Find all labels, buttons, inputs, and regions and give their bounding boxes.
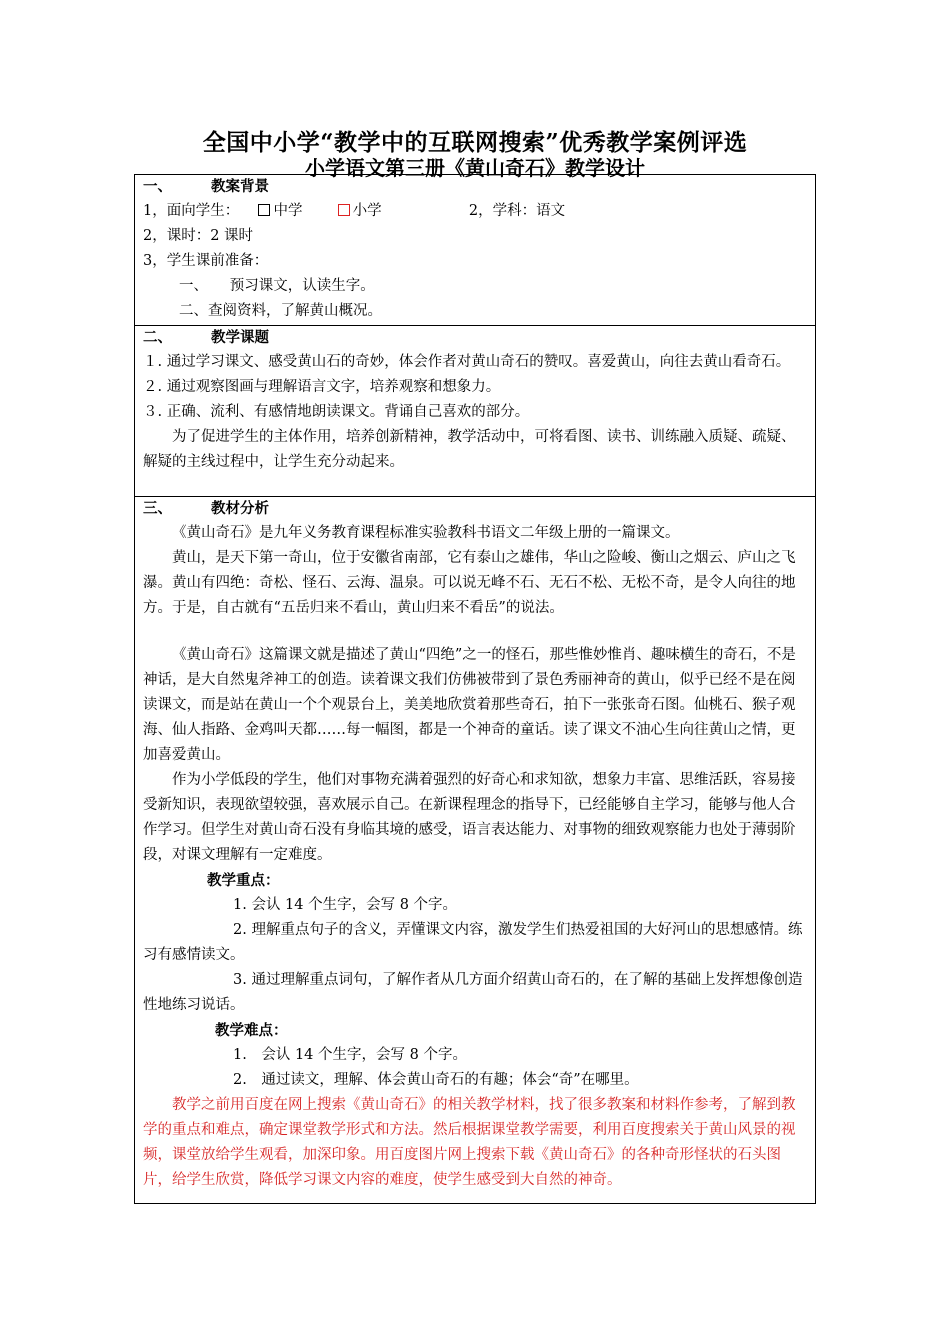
lesson-plan-table (134, 174, 816, 1204)
paragraph: 黄山，是天下第一奇山，位于安徽省南部，它有泰山之雄伟，华山之险峻、衡山之烟云、庐山之飞瀑。黄山有四绝：奇松、怪石、云海、温泉。可以说无峰不石、无石不松、无松不奇，是令人向往的地方。于是，自古就有“五岳归来不看山，黄山归来不看岳”的说法。 (143, 550, 796, 616)
section-topic (135, 326, 815, 497)
paragraph: 《黄山奇石》是九年义务教育课程标准实验教科书语文二年级上册的一篇课文。 (172, 525, 680, 541)
topic-item: ２. 通过观察图画与理解语言文字，培养观察和想象力。 (143, 379, 501, 395)
hours-row: 2，课时：2 课时 (143, 228, 254, 244)
checkbox-primary[interactable] (338, 204, 350, 216)
key-points-heading: 教学重点： (207, 872, 280, 889)
prep-item: 二、查阅资料，了解黄山概况。 (179, 303, 382, 319)
paragraph: 《黄山奇石》这篇课文就是描述了黄山“四绝”之一的怪石，那些惟妙惟肖、趣味横生的奇石，不是神话，是大自然鬼斧神工的创造。读着课文我们仿佛被带到了景色秀丽神奇的黄山，似乎已经不是在阅读课文，而是站在黄山一个个观景台上，美美地欣赏着那些奇石，拍下一张张奇石图。仙桃石、猴子观海、仙人指路、金鸡叫天都……每一幅图，都是一个神奇的童话。读了课文不油心生向往黄山之情，更加喜爱黄山。 (143, 647, 796, 763)
topic-item: １. 通过学习课文、感受黄山石的奇妙，体会作者对黄山奇石的赞叹。喜爱黄山，向往去黄山看奇石。 (143, 354, 791, 370)
difficulty-point: 2. 通过读文，理解、体会黄山奇石的有趣；体会“奇”在哪里。 (233, 1072, 639, 1088)
prep-label: 3，学生课前准备： (143, 253, 269, 269)
subject-label: 2，学科：语文 (468, 203, 566, 219)
audience-row: 1，面向学生： 中学 小学 2，学科：语文 (143, 203, 566, 219)
section-heading: 二、 教学课题 (143, 329, 269, 346)
difficulty-heading: 教学难点： (215, 1022, 288, 1039)
key-point: 1. 会认 14 个生字，会写 8 个字。 (233, 897, 458, 913)
key-point: 3. 通过理解重点词句，了解作者从几方面介绍黄山奇石的，在了解的基础上发挥想像创造性地练习说话。 (143, 972, 803, 1013)
prep-item: 一、 预习课文，认读生字。 (179, 278, 375, 294)
document-subtitle: 小学语文第三册《黄山奇石》教学设计 (305, 156, 645, 180)
topic-item: ３. 正确、流利、有感情地朗读课文。背诵自己喜欢的部分。 (143, 404, 530, 420)
key-point: 2. 理解重点句子的含义，弄懂课文内容，激发学生们热爱祖国的大好河山的思想感情。练习有感情读文。 (143, 922, 803, 963)
difficulty-point: 1. 会认 14 个生字，会写 8 个字。 (233, 1047, 467, 1063)
section-background (135, 175, 815, 326)
search-usage-paragraph: 教学之前用百度在网上搜索《黄山奇石》的相关教学材料，找了很多教案和材料作参考，了解到教学的重点和难点，确定课堂教学形式和方法。然后根据课堂教学需要，利用百度搜索关于黄山风景的视频，课堂放给学生观看，加深印象。用百度图片网上搜索下载《黄山奇石》的各种奇形怪状的石头图片，给学生欣赏，降低学习课文内容的难度，使学生感受到大自然的神奇。 (143, 1097, 796, 1188)
topic-note: 为了促进学生的主体作用，培养创新精神，教学活动中，可将看图、读书、训练融入质疑、疏疑、解疑的主线过程中，让学生充分动起来。 (143, 429, 796, 470)
section-heading: 一、 教案背景 (143, 178, 269, 195)
document-title: 全国中小学“教学中的互联网搜索”优秀教学案例评选 (202, 129, 748, 156)
section-analysis (135, 497, 815, 1195)
paragraph: 作为小学低段的学生，他们对事物充满着强烈的好奇心和求知欲，想象力丰富、思维活跃，容易接受新知识，表现欲望较强，喜欢展示自己。在新课程理念的指导下，已经能够自主学习，能够与他人合作学习。但学生对黄山奇石没有身临其境的感受，语言表达能力、对事物的细致观察能力也处于薄弱阶段，对课文理解有一定难度。 (143, 772, 796, 863)
checkbox-middle[interactable] (258, 204, 270, 216)
section-heading: 三、 教材分析 (143, 500, 269, 517)
